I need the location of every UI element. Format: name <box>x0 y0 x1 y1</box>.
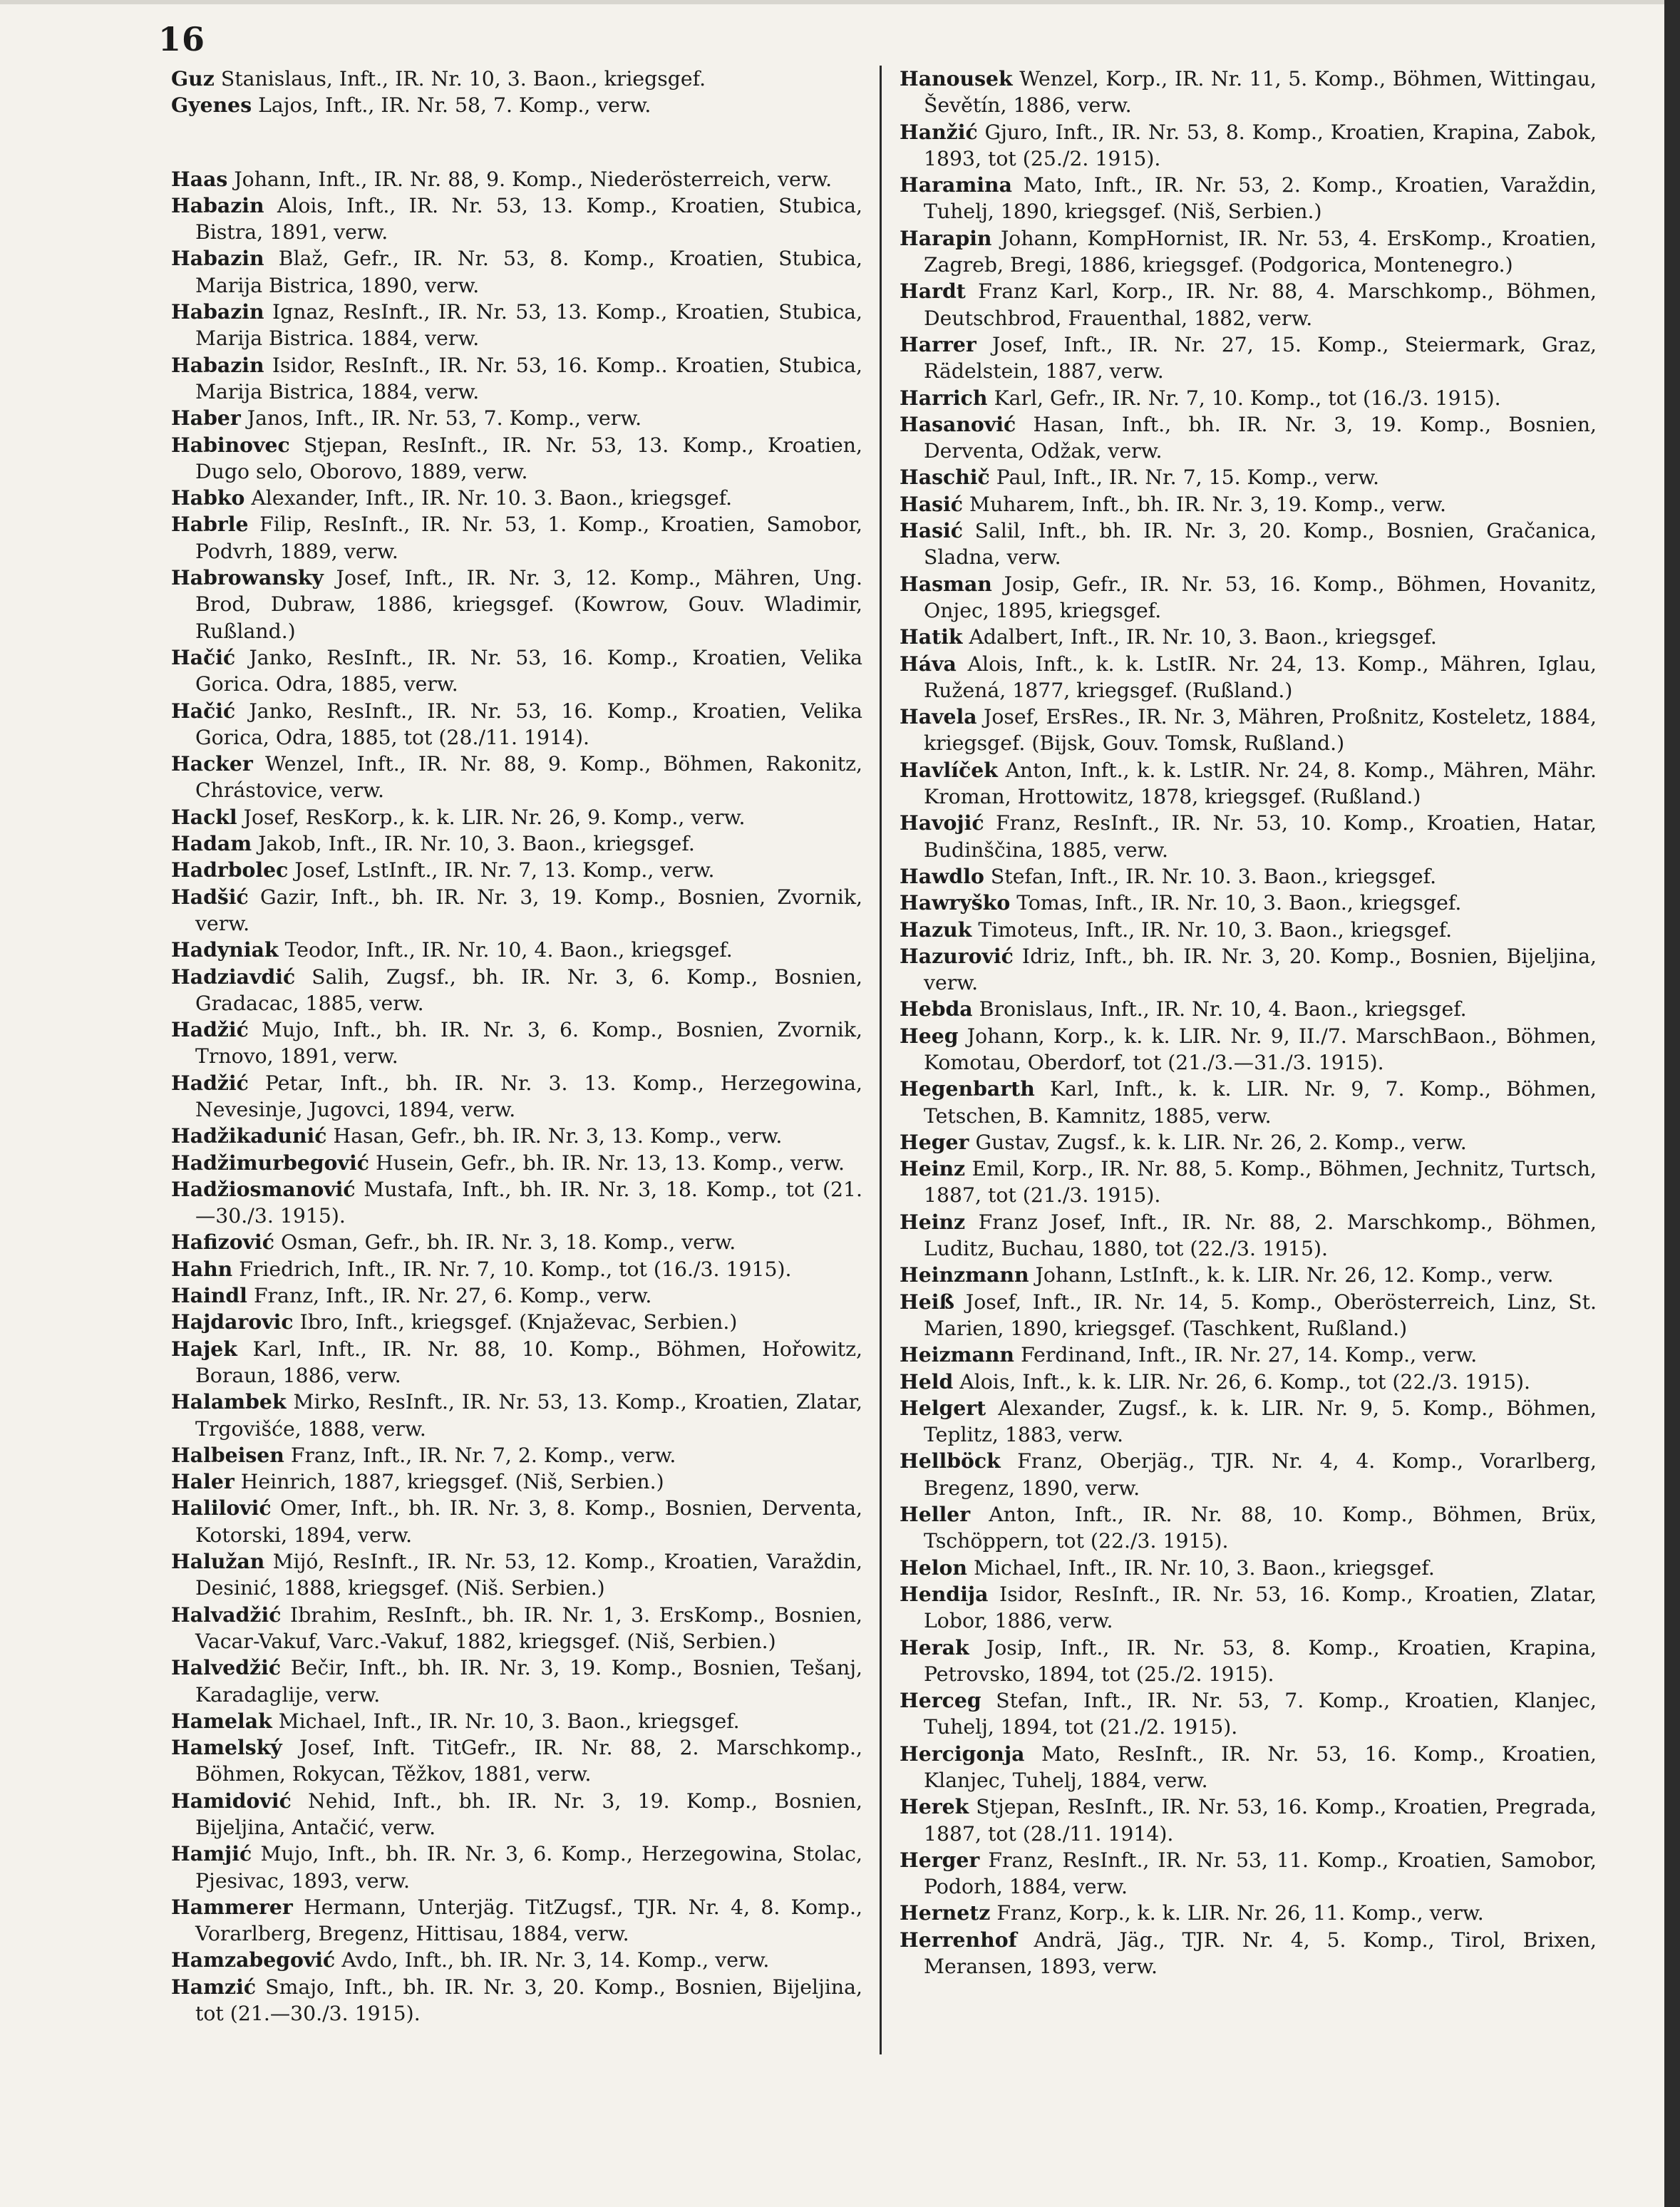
list-entry <box>900 278 1597 331</box>
entry-surname: Halvadžić <box>171 1602 282 1627</box>
list-entry <box>171 405 862 431</box>
entry-surname: Hadziavdić <box>171 964 296 989</box>
entry-surname: Havlíček <box>900 757 998 782</box>
entry-details: Franz, ResInft., IR. Nr. 53, 11. Komp., Kroatien, Samobor, Podorh, 1884, verw. <box>924 1848 1597 1899</box>
entry-surname: Hacker <box>171 751 253 776</box>
list-entry <box>900 1289 1597 1342</box>
entry-surname: Heinz <box>900 1209 966 1234</box>
list-entry <box>900 1900 1597 1926</box>
entry-details: Mato, Inft., IR. Nr. 53, 2. Komp., Kroatien, Varaždin, Tuhelj, 1890, kriegsgef. (Niš, Serbien.) <box>924 173 1597 224</box>
list-entry <box>171 1229 862 1255</box>
entry-details: Karl, Gefr., IR. Nr. 7, 10. Komp., tot (16./3. 1915). <box>994 386 1501 410</box>
entry-surname: Hazurović <box>900 943 1014 968</box>
entry-surname: Heeg <box>900 1023 959 1048</box>
list-entry <box>171 1442 862 1468</box>
entry-surname: Hendija <box>900 1581 989 1606</box>
entry-details: Michael, Inft., IR. Nr. 10, 3. Baon., kriegsgef. <box>278 1709 740 1733</box>
entry-surname: Halilović <box>171 1496 272 1521</box>
list-entry <box>900 1635 1597 1688</box>
entry-details: Michael, Inft., IR. Nr. 10, 3. Baon., kriegsgef. <box>973 1555 1435 1580</box>
entry-surname: Hadžić <box>171 1017 249 1042</box>
entry-details: Anton, Inft., IR. Nr. 88, 10. Komp., Böhmen, Brüx, Tschöppern, tot (22./3. 1915). <box>924 1503 1597 1553</box>
entry-surname: Hackl <box>171 804 237 829</box>
entry-surname: Habazin <box>171 246 264 271</box>
entry-details: Idriz, Inft., bh. IR. Nr. 3, 20. Komp., Bosnien, Bijeljina, verw. <box>924 944 1597 995</box>
entry-details: Mujo, Inft., bh. IR. Nr. 3, 6. Komp., Herzegowina, Stolac, Pjesivac, 1893, verw. <box>195 1842 862 1893</box>
entry-surname: Hamjić <box>171 1841 252 1866</box>
list-entry <box>171 857 862 883</box>
entry-details: Franz, Oberjäg., TJR. Nr. 4, 4. Komp., Vorarlberg, Bregenz, 1890, verw. <box>924 1449 1597 1500</box>
list-entry <box>171 1336 862 1389</box>
entry-details: Alois, Inft., IR. Nr. 53, 13. Komp., Kroatien, Stubica, Bistra, 1891, verw. <box>195 193 862 245</box>
entry-surname: Halvedžić <box>171 1655 282 1680</box>
entry-surname: Habazin <box>171 299 264 324</box>
entry-surname: Habinovec <box>171 432 290 457</box>
list-entry <box>900 651 1597 704</box>
entry-surname: Herger <box>900 1847 980 1872</box>
list-entry <box>900 518 1597 571</box>
list-entry <box>900 1262 1597 1288</box>
list-entry <box>171 1602 862 1655</box>
entry-details: Hasan, Gefr., bh. IR. Nr. 3, 13. Komp., verw. <box>333 1124 783 1148</box>
list-entry <box>900 225 1597 279</box>
entry-surname: Hadšić <box>171 884 249 909</box>
entry-details: Stefan, Inft., IR. Nr. 10. 3. Baon., kriegsgef. <box>990 864 1437 888</box>
entry-surname: Hamelak <box>171 1708 272 1733</box>
right-column <box>900 66 1597 1980</box>
list-entry <box>900 704 1597 757</box>
entry-surname: Hajek <box>171 1336 237 1361</box>
list-entry <box>171 698 862 751</box>
entry-details: Josef, Inft., IR. Nr. 14, 5. Komp., Oberösterreich, Linz, St. Marien, 1890, kriegsgef. (Taschkent, Rußland.) <box>924 1290 1597 1340</box>
list-entry <box>171 1150 862 1176</box>
list-entry <box>171 1548 862 1602</box>
entry-details: Mustafa, Inft., bh. IR. Nr. 3, 18. Komp., tot (21.—30./3. 1915). <box>195 1177 862 1228</box>
list-entry <box>900 119 1597 173</box>
entry-surname: Heiß <box>900 1289 954 1314</box>
entry-details: Stjepan, ResInft., IR. Nr. 53, 16. Komp., Kroatien, Pregrada, 1887, tot (28./11. 1914). <box>924 1795 1597 1846</box>
entry-details: Hasan, Inft., bh. IR. Nr. 3, 19. Komp., Bosnien, Derventa, Odžak, verw. <box>924 412 1597 463</box>
list-entry <box>171 751 862 804</box>
entry-details: Salih, Zugsf., bh. IR. Nr. 3, 6. Komp., Bosnien, Gradacac, 1885, verw. <box>195 964 863 1015</box>
entry-surname: Hadrbolec <box>171 858 289 883</box>
list-entry <box>171 644 862 698</box>
entry-details: Mujo, Inft., bh. IR. Nr. 3, 6. Komp., Bosnien, Zvornik, Trnovo, 1891, verw. <box>195 1018 862 1069</box>
entry-surname: Habrle <box>171 512 249 537</box>
entry-details: Alexander, Inft., IR. Nr. 10. 3. Baon., kriegsgef. <box>251 486 733 510</box>
list-entry <box>900 1555 1597 1581</box>
list-entry <box>900 1395 1597 1449</box>
list-entry <box>171 964 862 1017</box>
entry-details: Josef, ResKorp., k. k. LIR. Nr. 26, 9. Komp., verw. <box>243 805 746 829</box>
entry-details: Stanislaus, Inft., IR. Nr. 10, 3. Baon., kriegsgef. <box>220 67 706 91</box>
list-entry <box>900 1209 1597 1262</box>
entry-surname: Haas <box>171 166 228 191</box>
list-entry <box>900 385 1597 411</box>
entry-details: Salil, Inft., bh. IR. Nr. 3, 20. Komp., Bosnien, Gračanica, Sladna, verw. <box>924 519 1597 570</box>
entry-surname: Habazin <box>171 352 264 377</box>
entry-details: Adalbert, Inft., IR. Nr. 10, 3. Baon., kriegsgef. <box>969 625 1437 649</box>
entry-surname: Gyenes <box>171 93 252 118</box>
entry-surname: Hajdarovic <box>171 1310 294 1334</box>
list-entry <box>171 1495 862 1548</box>
entry-surname: Haindl <box>171 1283 247 1308</box>
list-entry <box>900 331 1597 385</box>
left-column <box>171 66 862 2027</box>
list-entry <box>171 830 862 857</box>
list-entry <box>171 1788 862 1841</box>
entry-details: Franz, Inft., IR. Nr. 7, 2. Komp., verw. <box>290 1443 676 1467</box>
list-entry <box>171 1309 862 1335</box>
entry-details: Lajos, Inft., IR. Nr. 58, 7. Komp., verw. <box>258 93 651 118</box>
entry-details: Omer, Inft., bh. IR. Nr. 3, 8. Komp., Bosnien, Derventa, Kotorski, 1894, verw. <box>195 1496 862 1547</box>
entry-surname: Habko <box>171 485 245 510</box>
section-gap <box>171 119 862 166</box>
entry-surname: Hammerer <box>171 1894 293 1919</box>
entry-details: Janko, ResInft., IR. Nr. 53, 16. Komp., Kroatien, Velika Gorica. Odra, 1885, verw. <box>195 645 862 696</box>
entry-details: Filip, ResInft., IR. Nr. 53, 1. Komp., Kroatien, Samobor, Podvrh, 1889, verw. <box>195 513 862 563</box>
entry-details: Teodor, Inft., IR. Nr. 10, 4. Baon., kriegsgef. <box>284 938 733 962</box>
entry-details: Franz Karl, Korp., IR. Nr. 88, 4. Marschkomp., Böhmen, Deutschbrod, Frauenthal, 1882, verw. <box>924 279 1597 330</box>
entry-surname: Hasman <box>900 571 992 596</box>
entry-surname: Harapin <box>900 225 992 250</box>
list-entry <box>900 1156 1597 1209</box>
list-entry <box>900 411 1597 465</box>
entry-surname: Haber <box>171 406 241 431</box>
entry-details: Muharem, Inft., bh. IR. Nr. 3, 19. Komp., verw. <box>969 492 1447 516</box>
entry-details: Husein, Gefr., bh. IR. Nr. 13, 13. Komp., verw. <box>375 1151 845 1175</box>
entry-details: Ibrahim, ResInft., bh. IR. Nr. 1, 3. ErsKomp., Bosnien, Vacar-Vakuf, Varc.-Vakuf, 1882, kriegsgef. (Niš, Serbien.) <box>195 1602 862 1653</box>
entry-surname: Herrenhof <box>900 1927 1017 1952</box>
entry-details: Anton, Inft., k. k. LstIR. Nr. 24, 8. Komp., Mähren, Mähr. Kroman, Hrottowitz, 1878, kriegsgef. (Rußland.) <box>924 758 1597 809</box>
entry-surname: Harrer <box>900 331 976 356</box>
entry-details: Josip, Gefr., IR. Nr. 53, 16. Komp., Böhmen, Hovanitz, Onjec, 1895, kriegsgef. <box>924 572 1597 622</box>
list-entry <box>171 1734 862 1788</box>
entry-details: Josip, Inft., IR. Nr. 53, 8. Komp., Kroatien, Krapina, Petrovsko, 1894, tot (25./2. 1915). <box>924 1635 1597 1686</box>
list-entry <box>900 863 1597 890</box>
entry-surname: Heger <box>900 1129 969 1154</box>
list-entry <box>900 172 1597 225</box>
entry-details: Karl, Inft., IR. Nr. 88, 10. Komp., Böhmen, Hořowitz, Boraun, 1886, verw. <box>195 1337 862 1387</box>
list-entry <box>171 1947 862 1973</box>
list-entry <box>900 996 1597 1022</box>
entry-surname: Hamzić <box>171 1974 257 1999</box>
entry-surname: Hadžimurbegović <box>171 1150 369 1175</box>
list-entry <box>900 1076 1597 1129</box>
list-entry <box>171 1974 862 2027</box>
list-entry <box>171 1256 862 1282</box>
entry-surname: Haler <box>171 1469 235 1494</box>
entry-details: Bronislaus, Inft., IR. Nr. 10, 4. Baon., kriegsgef. <box>979 997 1467 1022</box>
entry-details: Janos, Inft., IR. Nr. 53, 7. Komp., verw. <box>247 406 642 431</box>
list-entry <box>900 810 1597 863</box>
entry-details: Franz, ResInft., IR. Nr. 53, 10. Komp., Kroatien, Hatar, Budinščina, 1885, verw. <box>924 811 1597 862</box>
list-entry <box>171 192 862 246</box>
list-entry <box>171 937 862 963</box>
entry-details: Isidor, ResInft., IR. Nr. 53, 16. Komp., Kroatien, Zlatar, Lobor, 1886, verw. <box>924 1582 1597 1633</box>
list-entry <box>900 1687 1597 1741</box>
entry-surname: Hačić <box>171 698 236 723</box>
entry-surname: Hadyniak <box>171 937 279 962</box>
list-entry <box>171 804 862 830</box>
page-top-edge <box>0 0 1680 4</box>
list-entry <box>900 1581 1597 1635</box>
entry-details: Smajo, Inft., bh. IR. Nr. 3, 20. Komp., Bosnien, Bijeljina, tot (21.—30./3. 1915). <box>195 1975 862 2026</box>
entry-details: Josef, LstInft., IR. Nr. 7, 13. Komp., verw. <box>294 858 715 883</box>
entry-surname: Herak <box>900 1635 969 1660</box>
entry-details: Josef, Inft. TitGefr., IR. Nr. 88, 2. Marschkomp., Böhmen, Rokycan, Těžkov, 1881, verw. <box>195 1736 863 1786</box>
entry-surname: Hasić <box>900 518 963 543</box>
list-entry <box>171 1123 862 1149</box>
entry-surname: Hasić <box>900 491 963 516</box>
entry-details: Jakob, Inft., IR. Nr. 10, 3. Baon., kriegsgef. <box>258 832 695 856</box>
entry-surname: Havojić <box>900 811 984 835</box>
entry-details: Wenzel, Inft., IR. Nr. 88, 9. Komp., Böhmen, Rakonitz, Chrástovice, verw. <box>195 752 862 803</box>
entry-details: Stjepan, ResInft., IR. Nr. 53, 13. Komp., Kroatien, Dugo selo, Oborovo, 1889, verw. <box>195 433 863 483</box>
entry-surname: Herek <box>900 1794 969 1819</box>
list-entry <box>900 1369 1597 1395</box>
list-entry <box>171 432 862 485</box>
entry-details: Ferdinand, Inft., IR. Nr. 27, 14. Komp., verw. <box>1020 1343 1478 1367</box>
entry-details: Bečir, Inft., bh. IR. Nr. 3, 19. Komp., Bosnien, Tešanj, Karadaglije, verw. <box>195 1656 862 1707</box>
entry-surname: Guz <box>171 66 215 91</box>
entry-surname: Hellböck <box>900 1449 1001 1473</box>
page-number: 16 <box>158 20 206 58</box>
list-entry <box>171 166 862 192</box>
entry-details: Ibro, Inft., kriegsgef. (Knjaževac, Serbien.) <box>299 1310 738 1334</box>
entry-surname: Háva <box>900 651 957 676</box>
list-entry <box>171 245 862 299</box>
list-entry <box>900 917 1597 943</box>
list-entry <box>171 884 862 937</box>
list-entry <box>171 1389 862 1442</box>
entry-surname: Habazin <box>171 192 264 217</box>
entry-surname: Hawdlo <box>900 863 984 888</box>
list-entry <box>900 1023 1597 1076</box>
list-entry <box>171 299 862 352</box>
entry-details: Karl, Inft., k. k. LIR. Nr. 9, 7. Komp., Böhmen, Tetschen, B. Kamnitz, 1885, verw. <box>924 1077 1597 1128</box>
entry-surname: Hafizović <box>171 1230 275 1255</box>
list-entry <box>900 1501 1597 1555</box>
list-entry <box>900 1847 1597 1900</box>
entry-details: Gjuro, Inft., IR. Nr. 53, 8. Komp., Kroatien, Krapina, Zabok, 1893, tot (25./2. 1915). <box>924 120 1597 170</box>
list-entry <box>900 571 1597 624</box>
entry-surname: Hahn <box>171 1256 233 1281</box>
list-entry <box>171 1655 862 1708</box>
entry-details: Mato, ResInft., IR. Nr. 53, 16. Komp., Kroatien, Klanjec, Tuhelj, 1884, verw. <box>924 1742 1597 1792</box>
list-entry <box>171 1841 862 1894</box>
entry-surname: Hawryško <box>900 890 1011 915</box>
entry-details: Franz Josef, Inft., IR. Nr. 88, 2. Marschkomp., Böhmen, Luditz, Buchau, 1880, tot (22./3. 1915). <box>924 1210 1597 1261</box>
entry-surname: Hamzabegović <box>171 1948 336 1972</box>
entry-details: Franz, Korp., k. k. LIR. Nr. 26, 11. Komp., verw. <box>996 1901 1484 1925</box>
entry-details: Timoteus, Inft., IR. Nr. 10, 3. Baon., kriegsgef. <box>978 917 1453 942</box>
entry-surname: Halambek <box>171 1389 287 1414</box>
list-entry <box>900 1342 1597 1368</box>
entry-surname: Hernetz <box>900 1900 991 1925</box>
list-entry <box>171 66 862 92</box>
entry-surname: Hadžiosmanović <box>171 1176 356 1201</box>
entry-surname: Hasanović <box>900 411 1016 436</box>
entry-details: Johann, Korp., k. k. LIR. Nr. 9, II./7. MarschBaon., Böhmen, Komotau, Oberdorf, tot (21./3.—31./3. 1915). <box>924 1024 1597 1074</box>
list-entry <box>171 352 862 406</box>
entry-details: Josef, Inft., IR. Nr. 3, 12. Komp., Mähren, Ung. Brod, Dubraw, 1886, kriegsgef. (Kowrow, Gouv. Wladimir, Rußland.) <box>195 566 862 643</box>
entry-details: Franz, Inft., IR. Nr. 27, 6. Komp., verw. <box>253 1284 652 1308</box>
list-entry <box>900 1448 1597 1501</box>
entry-details: Alexander, Zugsf., k. k. LIR. Nr. 9, 5. Komp., Böhmen, Teplitz, 1883, verw. <box>924 1396 1597 1447</box>
entry-details: Petar, Inft., bh. IR. Nr. 3. 13. Komp., Herzegowina, Nevesinje, Jugovci, 1894, verw. <box>195 1071 862 1121</box>
entry-surname: Hebda <box>900 997 973 1022</box>
entry-surname: Halužan <box>171 1549 265 1574</box>
entry-surname: Hardt <box>900 279 966 304</box>
entry-details: Wenzel, Korp., IR. Nr. 11, 5. Komp., Böhmen, Wittingau, Ševětín, 1886, verw. <box>924 67 1597 118</box>
entry-details: Johann, Inft., IR. Nr. 88, 9. Komp., Niederösterreich, verw. <box>234 167 833 191</box>
list-entry <box>171 1176 862 1230</box>
list-entry <box>171 92 862 118</box>
entry-surname: Hanžić <box>900 119 978 144</box>
entry-details: Paul, Inft., IR. Nr. 7, 15. Komp., verw. <box>996 465 1380 490</box>
entry-details: Nehid, Inft., bh. IR. Nr. 3, 19. Komp., Bosnien, Bijeljina, Antačić, verw. <box>195 1789 862 1839</box>
entry-details: Ignaz, ResInft., IR. Nr. 53, 13. Komp., Kroatien, Stubica, Marija Bistrica. 1884, verw. <box>195 300 862 351</box>
entry-surname: Halbeisen <box>171 1442 284 1467</box>
entry-details: Gazir, Inft., bh. IR. Nr. 3, 19. Komp., Bosnien, Zvornik, verw. <box>195 885 862 935</box>
entry-details: Janko, ResInft., IR. Nr. 53, 16. Komp., Kroatien, Velika Gorica, Odra, 1885, tot (28./11. 1914). <box>195 699 862 749</box>
entry-details: Johann, LstInft., k. k. LIR. Nr. 26, 12. Komp., verw. <box>1035 1263 1554 1287</box>
entry-surname: Heinz <box>900 1156 966 1181</box>
entry-details: Mirko, ResInft., IR. Nr. 53, 13. Komp., Kroatien, Zlatar, Trgovišće, 1888, verw. <box>195 1390 862 1441</box>
entry-surname: Habrowansky <box>171 565 324 590</box>
scan-border <box>1664 0 1680 2207</box>
entry-surname: Herceg <box>900 1688 981 1713</box>
list-entry <box>171 485 862 511</box>
list-entry <box>900 1741 1597 1794</box>
entry-surname: Helon <box>900 1555 967 1580</box>
entry-surname: Heinzmann <box>900 1262 1029 1287</box>
entry-details: Andrä, Jäg., TJR. Nr. 4, 5. Komp., Tirol, Brixen, Meransen, 1893, verw. <box>924 1928 1597 1979</box>
list-entry <box>171 1894 862 1948</box>
list-entry <box>171 511 862 565</box>
entry-surname: Hadžikadunić <box>171 1123 327 1148</box>
entry-surname: Haramina <box>900 173 1012 197</box>
entry-details: Avdo, Inft., bh. IR. Nr. 3, 14. Komp., verw. <box>341 1948 770 1972</box>
entry-details: Gustav, Zugsf., k. k. LIR. Nr. 26, 2. Komp., verw. <box>975 1130 1467 1154</box>
entry-surname: Hamidović <box>171 1788 292 1813</box>
entry-surname: Heizmann <box>900 1342 1014 1367</box>
list-entry <box>900 757 1597 811</box>
list-entry <box>171 1017 862 1070</box>
entry-details: Friedrich, Inft., IR. Nr. 7, 10. Komp., tot (16./3. 1915). <box>239 1257 792 1281</box>
entry-surname: Harrich <box>900 385 988 410</box>
entry-details: Isidor, ResInft., IR. Nr. 53, 16. Komp.. Kroatien, Stubica, Marija Bistrica, 1884, verw. <box>195 353 862 403</box>
entry-surname: Havela <box>900 704 977 729</box>
entry-details: Mijó, ResInft., IR. Nr. 53, 12. Komp., Kroatien, Varaždin, Desinić, 1888, kriegsgef. (Niš. Serbien.) <box>195 1550 862 1600</box>
entry-details: Johann, KompHornist, IR. Nr. 53, 4. ErsKomp., Kroatien, Zagreb, Bregi, 1886, kriegsgef. (Podgorica, Montenegro.) <box>924 226 1597 277</box>
entry-details: Alois, Inft., k. k. LIR. Nr. 26, 6. Komp., tot (22./3. 1915). <box>959 1369 1531 1394</box>
entry-details: Josef, Inft., IR. Nr. 27, 15. Komp., Steiermark, Graz, Rädelstein, 1887, verw. <box>924 332 1597 384</box>
entry-details: Tomas, Inft., IR. Nr. 10, 3. Baon., kriegsgef. <box>1016 891 1462 915</box>
column-divider <box>880 66 882 2054</box>
entry-surname: Hazuk <box>900 917 972 942</box>
list-entry <box>171 1468 862 1495</box>
list-entry <box>171 1070 862 1123</box>
entry-details: Emil, Korp., IR. Nr. 88, 5. Komp., Böhmen, Jechnitz, Turtsch, 1887, tot (21./3. 1915). <box>924 1157 1597 1208</box>
entry-surname: Held <box>900 1369 954 1394</box>
entry-surname: Hamelský <box>171 1735 282 1760</box>
list-entry <box>171 1708 862 1734</box>
entry-surname: Hadžić <box>171 1070 249 1095</box>
entry-details: Alois, Inft., k. k. LstIR. Nr. 24, 13. Komp., Mähren, Iglau, Ružená, 1877, kriegsgef. (Rußland.) <box>924 652 1597 702</box>
list-entry <box>900 66 1597 119</box>
entry-surname: Hadam <box>171 831 252 856</box>
list-entry <box>900 491 1597 518</box>
entry-details: Hermann, Unterjäg. TitZugsf., TJR. Nr. 4, 8. Komp., Vorarlberg, Bregenz, Hittisau, 1884, verw. <box>195 1895 862 1946</box>
entry-surname: Helgert <box>900 1395 986 1420</box>
entry-details: Stefan, Inft., IR. Nr. 53, 7. Komp., Kroatien, Klanjec, Tuhelj, 1894, tot (21./2. 1915). <box>924 1689 1597 1739</box>
entry-surname: Hatik <box>900 624 963 649</box>
list-entry <box>900 1794 1597 1847</box>
list-entry <box>900 943 1597 997</box>
list-entry <box>900 1927 1597 1980</box>
list-entry <box>171 1282 862 1309</box>
entry-details: Josef, ErsRes., IR. Nr. 3, Mähren, Proßnitz, Kosteletz, 1884, kriegsgef. (Bijsk, Gouv. Tomsk, Rußland.) <box>924 705 1597 756</box>
entry-details: Osman, Gefr., bh. IR. Nr. 3, 18. Komp., verw. <box>281 1230 736 1255</box>
list-entry <box>900 464 1597 490</box>
entry-surname: Hačić <box>171 644 236 669</box>
entry-details: Heinrich, 1887, kriegsgef. (Niš, Serbien.) <box>240 1470 664 1494</box>
entry-surname: Haschič <box>900 465 990 490</box>
entry-surname: Hercigonja <box>900 1741 1025 1766</box>
list-entry <box>900 624 1597 650</box>
entry-surname: Hegenbarth <box>900 1076 1035 1101</box>
list-entry <box>900 890 1597 916</box>
entry-surname: Hanousek <box>900 66 1013 91</box>
entry-details: Blaž, Gefr., IR. Nr. 53, 8. Komp., Kroatien, Stubica, Marija Bistrica, 1890, verw. <box>195 247 862 297</box>
entry-surname: Heller <box>900 1502 971 1527</box>
list-entry <box>171 565 862 644</box>
list-entry <box>900 1129 1597 1156</box>
